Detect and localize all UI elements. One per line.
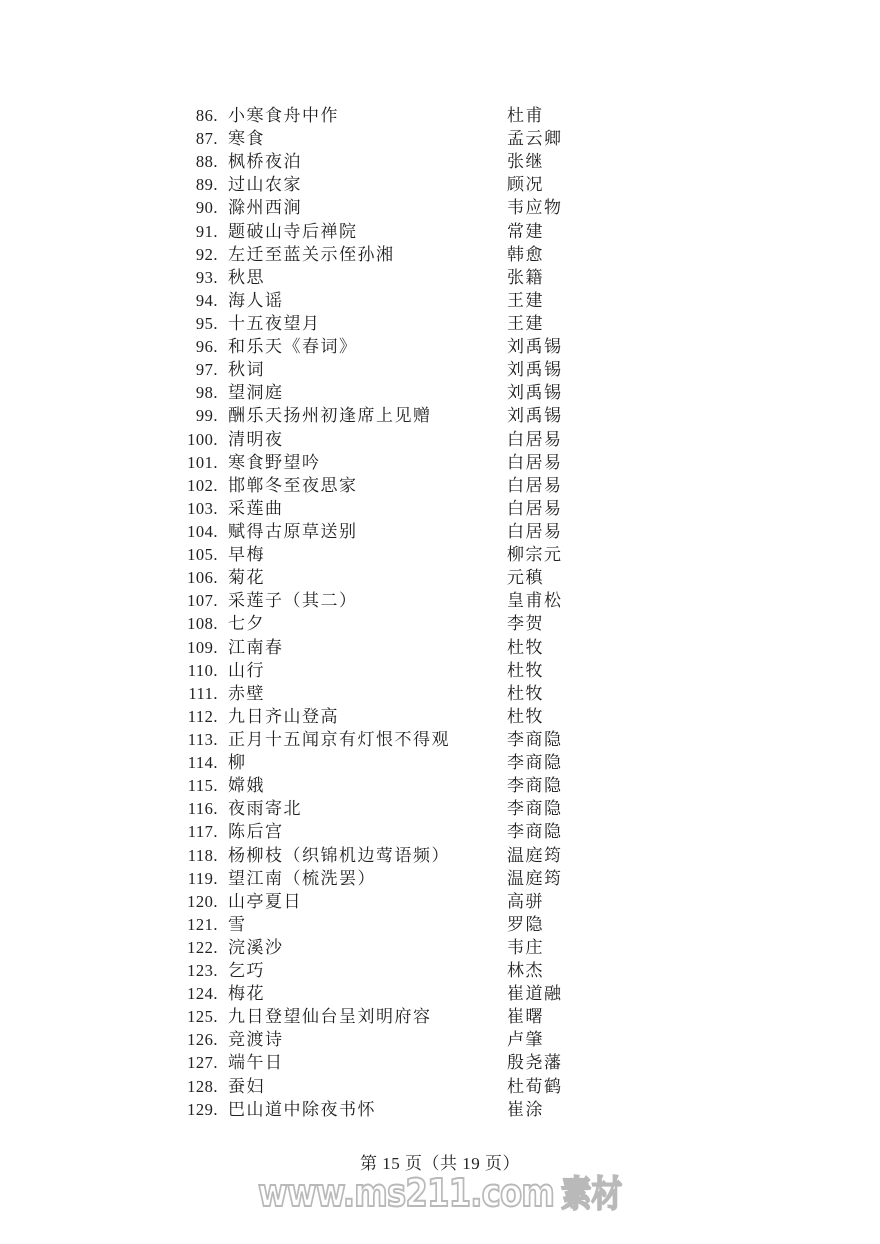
list-item [0,196,880,219]
item-number: 97. [195,360,218,380]
poem-title: 七夕 [228,614,265,634]
poem-author: 韦庄 [507,937,544,957]
poem-title: 山亭夏日 [228,891,302,911]
list-item [0,220,880,243]
item-number: 113. [187,729,218,749]
list-item [0,913,880,936]
item-number: 112. [187,706,218,726]
poem-title: 江南春 [228,637,284,657]
poem-title: 秋思 [228,267,265,287]
poem-author: 常建 [507,221,544,241]
list-item [0,104,880,127]
list-item [0,127,880,150]
poem-title: 和乐天《春词》 [228,337,358,357]
list-item [0,636,880,659]
list-item [0,474,880,497]
poem-title: 寒食野望吟 [228,452,321,472]
poem-author: 韦应物 [507,198,563,218]
poem-title: 赤壁 [228,683,265,703]
item-number: 124. [187,984,218,1004]
list-item [0,543,880,566]
poem-author: 殷尧藩 [507,1053,563,1073]
poem-author: 白居易 [507,498,563,518]
poem-title: 酬乐天扬州初逢席上见赠 [228,406,432,426]
poem-title: 秋词 [228,360,265,380]
poem-author: 刘禹锡 [507,383,563,403]
poem-title: 梅花 [228,984,265,1004]
item-number: 102. [187,475,218,495]
poem-title: 早梅 [228,545,265,565]
poem-author: 崔道融 [507,984,563,1004]
poem-title: 滁州西涧 [228,198,302,218]
poem-author: 白居易 [507,475,563,495]
poem-title: 嫦娥 [228,776,265,796]
poem-author: 李商隐 [507,753,563,773]
list-item [0,1005,880,1028]
poem-title: 乞巧 [228,961,265,981]
poem-author: 杜牧 [507,706,544,726]
poem-title: 小寒食舟中作 [228,106,339,125]
item-number: 108. [187,614,218,634]
watermark-url-text: www.ms211.com [257,1171,555,1215]
list-item [0,173,880,196]
list-item [0,1028,880,1051]
poem-title: 九日登望仙台呈刘明府容 [228,1007,432,1027]
list-item [0,612,880,635]
poem-title: 海人谣 [228,290,284,310]
item-number: 118. [187,845,218,865]
poem-author: 温庭筠 [507,845,563,865]
poem-author: 张继 [507,152,544,172]
poem-list [0,104,880,1121]
poem-author: 杜牧 [507,660,544,680]
poem-title: 望洞庭 [228,383,284,403]
item-number: 120. [187,891,218,911]
item-number: 100. [187,429,218,449]
list-item [0,867,880,890]
item-number: 88. [195,152,218,172]
list-item [0,451,880,474]
poem-author: 皇甫松 [507,591,563,611]
poem-title: 竞渡诗 [228,1030,284,1050]
list-item [0,1075,880,1098]
poem-author: 温庭筠 [507,868,563,888]
list-item [0,150,880,173]
list-item [0,589,880,612]
list-item [0,682,880,705]
list-item [0,497,880,520]
poem-title: 浣溪沙 [228,937,284,957]
poem-author: 白居易 [507,429,563,449]
poem-author: 刘禹锡 [507,360,563,380]
poem-title: 采莲子（其二） [228,591,358,611]
poem-author: 高骈 [507,891,544,911]
item-number: 104. [187,521,218,541]
poem-author: 李商隐 [507,729,563,749]
poem-author: 刘禹锡 [507,406,563,426]
item-number: 96. [195,337,218,357]
list-item [0,705,880,728]
poem-title: 夜雨寄北 [228,799,302,819]
poem-title: 雪 [228,914,247,934]
poem-author: 白居易 [507,521,563,541]
list-item [0,797,880,820]
list-item [0,266,880,289]
item-number: 93. [195,267,218,287]
list-item [0,358,880,381]
poem-author: 杜甫 [507,106,544,125]
item-number: 101. [187,452,218,472]
item-number: 89. [195,175,218,195]
item-number: 129. [187,1099,218,1119]
item-number: 115. [187,776,218,796]
poem-title: 清明夜 [228,429,284,449]
item-number: 128. [187,1076,218,1096]
poem-author: 白居易 [507,452,563,472]
list-item [0,404,880,427]
poem-author: 王建 [507,290,544,310]
poem-title: 柳 [228,753,247,773]
poem-author: 杜牧 [507,683,544,703]
item-number: 125. [187,1007,218,1027]
item-number: 99. [195,406,218,426]
list-item [0,751,880,774]
list-item [0,289,880,312]
item-number: 86. [195,106,218,125]
list-item [0,428,880,451]
item-number: 110. [187,660,218,680]
poem-title: 杨柳枝（织锦机边莺语频） [228,845,450,865]
item-number: 98. [195,383,218,403]
item-number: 107. [187,591,218,611]
list-item [0,959,880,982]
item-number: 114. [187,753,218,773]
poem-author: 崔曙 [507,1007,544,1027]
poem-author: 元稹 [507,568,544,588]
poem-title: 采莲曲 [228,498,284,518]
item-number: 111. [188,683,218,703]
poem-title: 十五夜望月 [228,313,321,333]
poem-title: 山行 [228,660,265,680]
page-number-footer: 第 15 页（共 19 页） [360,1154,520,1173]
poem-title: 邯郸冬至夜思家 [228,475,358,495]
poem-title: 陈后宫 [228,822,284,842]
item-number: 106. [187,568,218,588]
poem-author: 刘禹锡 [507,337,563,357]
item-number: 109. [187,637,218,657]
poem-title: 巴山道中除夜书怀 [228,1099,376,1119]
poem-author: 李商隐 [507,822,563,842]
item-number: 127. [187,1053,218,1073]
item-number: 90. [195,198,218,218]
item-number: 94. [195,290,218,310]
poem-author: 顾况 [507,175,544,195]
list-item [0,566,880,589]
item-number: 117. [187,822,218,842]
watermark-cjk-text: 素材 [560,1174,623,1215]
item-number: 119. [187,868,218,888]
list-item [0,1051,880,1074]
item-number: 103. [187,498,218,518]
poem-title: 枫桥夜泊 [228,152,302,172]
poem-title: 寒食 [228,129,265,149]
poem-author: 孟云卿 [507,129,563,149]
list-item [0,728,880,751]
list-item [0,982,880,1005]
list-item [0,520,880,543]
poem-author: 卢肇 [507,1030,544,1050]
item-number: 123. [187,961,218,981]
item-number: 91. [195,221,218,241]
item-number: 121. [187,914,218,934]
item-number: 105. [187,545,218,565]
poem-author: 张籍 [507,267,544,287]
poem-title: 赋得古原草送别 [228,521,358,541]
poem-title: 正月十五闻京有灯恨不得观 [228,729,450,749]
poem-title: 左迁至蓝关示侄孙湘 [228,244,395,264]
poem-author: 崔涂 [507,1099,544,1119]
poem-title: 题破山寺后禅院 [228,221,358,241]
poem-author: 李商隐 [507,776,563,796]
poem-title: 菊花 [228,568,265,588]
poem-author: 王建 [507,313,544,333]
list-item [0,820,880,843]
item-number: 126. [187,1030,218,1050]
item-number: 87. [195,129,218,149]
list-item [0,381,880,404]
poem-author: 罗隐 [507,914,544,934]
poem-title: 望江南（梳洗罢） [228,868,376,888]
poem-author: 杜荀鹤 [507,1076,563,1096]
item-number: 92. [195,244,218,264]
item-number: 95. [195,313,218,333]
list-item [0,335,880,358]
list-item [0,1098,880,1121]
poem-author: 韩愈 [507,244,544,264]
poem-title: 过山农家 [228,175,302,195]
list-item [0,890,880,913]
poem-author: 杜牧 [507,637,544,657]
poem-author: 柳宗元 [507,545,563,565]
poem-author: 林杰 [507,961,544,981]
list-item [0,312,880,335]
item-number: 122. [187,937,218,957]
list-item [0,936,880,959]
poem-title: 端午日 [228,1053,284,1073]
poem-title: 九日齐山登高 [228,706,339,726]
list-item [0,844,880,867]
poem-author: 李商隐 [507,799,563,819]
list-item [0,774,880,797]
poem-author: 李贺 [507,614,544,634]
list-item [0,243,880,266]
poem-title: 蚕妇 [228,1076,265,1096]
item-number: 116. [187,799,218,819]
list-item [0,659,880,682]
